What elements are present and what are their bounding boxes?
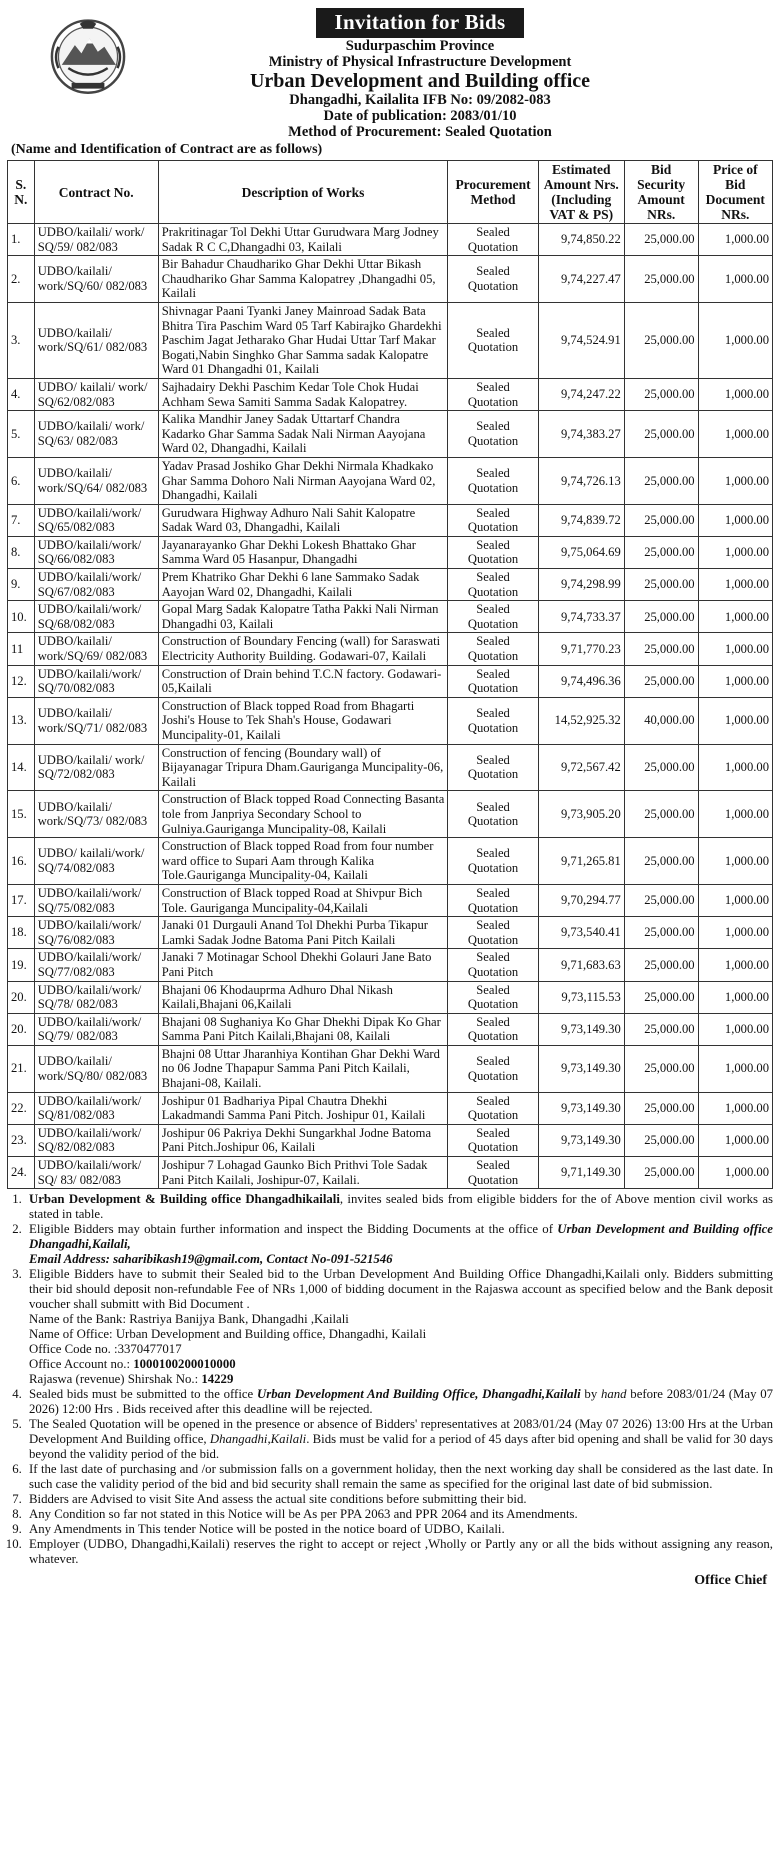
row-estimated-amount: 9,71,683.63 (538, 949, 624, 981)
row-sn: 24. (8, 1157, 35, 1189)
row-document-price: 1,000.00 (698, 569, 772, 601)
row-sn: 12. (8, 665, 35, 697)
row-description: Gopal Marg Sadak Kalopatre Tatha Pakki Nali Nirman Dhangadhi 03, Kailali (158, 601, 448, 633)
row-sn: 19. (8, 949, 35, 981)
note-3-text: Eligible Bidders have to submit their Sealed bid to the Urban Development And Building Office Dhangadhi,Kailali only. Bidders submitting their bid should deposit non-refundable Fee of NRs 1,000 of bidding document in the Rajaswa account as specified below and the Bank deposit voucher shall submitt with Bid Document . (29, 1267, 773, 1312)
row-estimated-amount: 9,71,770.23 (538, 633, 624, 665)
row-contract-no: UDBO/kailali/ work/ SQ/63/ 082/083 (34, 411, 158, 458)
row-bid-security: 25,000.00 (624, 224, 698, 256)
row-bid-security: 25,000.00 (624, 633, 698, 665)
table-row (8, 1013, 773, 1045)
row-contract-no: UDBO/kailali/work/ SQ/67/082/083 (34, 569, 158, 601)
notice-page (7, 0, 773, 1589)
row-contract-no: UDBO/ kailali/ work/ SQ/62/082/083 (34, 378, 158, 410)
row-estimated-amount: 9,71,149.30 (538, 1157, 624, 1189)
table-row (8, 224, 773, 256)
table-row (8, 378, 773, 410)
row-document-price: 1,000.00 (698, 1157, 772, 1189)
row-sn: 14. (8, 744, 35, 791)
row-method: Sealed Quotation (448, 665, 538, 697)
row-contract-no: UDBO/kailali/work/ SQ/75/082/083 (34, 884, 158, 916)
row-sn: 15. (8, 791, 35, 838)
row-document-price: 1,000.00 (698, 601, 772, 633)
table-row (8, 838, 773, 885)
row-estimated-amount: 9,73,540.41 (538, 917, 624, 949)
row-bid-security: 25,000.00 (624, 838, 698, 885)
row-description: Prem Khatriko Ghar Dekhi 6 lane Sammako Sadak Aayojan Ward 02, Dhangadhi, Kailali (158, 569, 448, 601)
row-description: Construction of Black topped Road from four number ward office to Supari Aam through Kalika Tole.Gauriganga Muncipality-04, Kailali (158, 838, 448, 885)
row-contract-no: UDBO/kailali/work/ SQ/81/082/083 (34, 1092, 158, 1124)
row-contract-no: UDBO/kailali/work/ SQ/68/082/083 (34, 601, 158, 633)
row-contract-no: UDBO/kailali/work/ SQ/77/082/083 (34, 949, 158, 981)
row-contract-no: UDBO/kailali/ work/SQ/80/ 082/083 (34, 1045, 158, 1092)
header-method: Procurement Method (448, 161, 538, 224)
row-document-price: 1,000.00 (698, 1013, 772, 1045)
row-method: Sealed Quotation (448, 1157, 538, 1189)
row-sn: 4. (8, 378, 35, 410)
row-estimated-amount: 9,74,733.37 (538, 601, 624, 633)
note-2-email: Email Address: saharibikash19@gmail.com, Contact No-091-521546 (29, 1252, 393, 1267)
header-security: Bid Security Amount NRs. (624, 161, 698, 224)
row-contract-no: UDBO/kailali/ work/ SQ/72/082/083 (34, 744, 158, 791)
table-row (8, 981, 773, 1013)
note-2-office: Urban Development and Building office Dhangadhi,Kailali, (29, 1222, 773, 1252)
row-estimated-amount: 9,73,149.30 (538, 1013, 624, 1045)
header-block (67, 38, 773, 140)
row-description: Construction of Black topped Road Connecting Basanta tole from Janpriya Secondary School to Gulniya.Gauriganga Muncipality-08, Kailali (158, 791, 448, 838)
row-contract-no: UDBO/kailali/work/ SQ/82/082/083 (34, 1124, 158, 1156)
note-2-text: Eligible Bidders may obtain further information and inspect the Bidding Documents at the office of (29, 1222, 558, 1237)
row-document-price: 1,000.00 (698, 457, 772, 504)
row-document-price: 1,000.00 (698, 411, 772, 458)
table-row (8, 569, 773, 601)
row-contract-no: UDBO/kailali/work/ SQ/76/082/083 (34, 917, 158, 949)
row-document-price: 1,000.00 (698, 744, 772, 791)
row-sn: 7. (8, 504, 35, 536)
row-method: Sealed Quotation (448, 536, 538, 568)
row-document-price: 1,000.00 (698, 838, 772, 885)
row-bid-security: 25,000.00 (624, 601, 698, 633)
row-bid-security: 25,000.00 (624, 378, 698, 410)
row-document-price: 1,000.00 (698, 791, 772, 838)
row-document-price: 1,000.00 (698, 1124, 772, 1156)
row-contract-no: UDBO/kailali/work/ SQ/70/082/083 (34, 665, 158, 697)
row-description: Joshipur 06 Pakriya Dekhi Sungarkhal Jodne Batoma Pani Pitch.Joshipur 06, Kailali (158, 1124, 448, 1156)
row-description: Shivnagar Paani Tyanki Janey Mainroad Sadak Bata Bhitra Tira Paschim Ward 05 Tarf Kabirajko Ghardekhi Paschim Jagat Jetharako Ghar Hudai Uttar Tarf Makar Bogati,Nabin Singhko Ghar Samma sadak Kalopatre Ward 01 Dhangadhi 01, Kailali (158, 302, 448, 378)
row-document-price: 1,000.00 (698, 378, 772, 410)
row-contract-no: UDBO/kailali/ work/SQ/64/ 082/083 (34, 457, 158, 504)
row-method: Sealed Quotation (448, 1013, 538, 1045)
row-bid-security: 25,000.00 (624, 504, 698, 536)
row-sn: 11 (8, 633, 35, 665)
row-bid-security: 25,000.00 (624, 256, 698, 303)
ministry-line: Ministry of Physical Infrastructure Development (268, 54, 572, 70)
office-chief-signature: Office Chief (694, 1573, 767, 1589)
row-description: Janaki 7 Motinagar School Dhekhi Golauri Jane Bato Pani Pitch (158, 949, 448, 981)
publication-date: Date of publication: 2083/01/10 (323, 108, 517, 124)
row-estimated-amount: 9,74,298.99 (538, 569, 624, 601)
row-method: Sealed Quotation (448, 256, 538, 303)
note-4-text-c: before 2083/01/24 (May 07 2026) 12:00 Hrs . Bids received after this deadline will be rejected. (29, 1387, 774, 1417)
row-estimated-amount: 9,70,294.77 (538, 884, 624, 916)
row-contract-no: UDBO/kailali/ work/SQ/69/ 082/083 (34, 633, 158, 665)
row-document-price: 1,000.00 (698, 302, 772, 378)
row-contract-no: UDBO/kailali/ work/SQ/73/ 082/083 (34, 791, 158, 838)
note-5 (25, 1417, 773, 1462)
row-contract-no: UDBO/kailali/work/ SQ/66/082/083 (34, 536, 158, 568)
row-description: Sajhadairy Dekhi Paschim Kedar Tole Chok Hudai Achham Sewa Samiti Samma Sadak Kalopatrey. (158, 378, 448, 410)
note-5-place: Dhangadhi,Kailali (209, 1432, 307, 1447)
row-sn: 3. (8, 302, 35, 378)
row-description: Construction of Boundary Fencing (wall) for Saraswati Electricity Authority Building. Godawari-07, Kailali (158, 633, 448, 665)
row-bid-security: 25,000.00 (624, 536, 698, 568)
note-6: 6. If the last date of purchasing and /or submission falls on a government holiday, then the next working day shall be considered as the last date. In such case the validity period of the bid and bid security shall remain the same as specified for the original last date of bid submission. (25, 1462, 773, 1492)
nepal-emblem-icon (47, 14, 129, 96)
row-bid-security: 25,000.00 (624, 1045, 698, 1092)
row-description: Bhajni 08 Uttar Jharanhiya Kontihan Ghar Dekhi Ward no 06 Jodne Thapapur Samma Pani Pitch Kailali, Bhajani-08, Kailali. (158, 1045, 448, 1092)
row-contract-no: UDBO/kailali/ work/SQ/61/ 082/083 (34, 302, 158, 378)
header-description: Description of Works (158, 161, 448, 224)
row-contract-no: UDBO/kailali/ work/SQ/60/ 082/083 (34, 256, 158, 303)
note-2 (25, 1222, 773, 1267)
note-3-account-line (29, 1357, 773, 1372)
notes-list (7, 1192, 773, 1567)
table-row (8, 457, 773, 504)
row-document-price: 1,000.00 (698, 981, 772, 1013)
row-estimated-amount: 9,74,839.72 (538, 504, 624, 536)
row-estimated-amount: 9,71,265.81 (538, 838, 624, 885)
row-bid-security: 25,000.00 (624, 411, 698, 458)
row-method: Sealed Quotation (448, 1124, 538, 1156)
banner-title: Invitation for Bids (316, 8, 523, 38)
table-row (8, 633, 773, 665)
row-estimated-amount: 9,75,064.69 (538, 536, 624, 568)
row-document-price: 1,000.00 (698, 1092, 772, 1124)
row-sn: 20. (8, 981, 35, 1013)
row-estimated-amount: 9,74,524.91 (538, 302, 624, 378)
row-contract-no: UDBO/kailali/work/ SQ/ 83/ 082/083 (34, 1157, 158, 1189)
row-method: Sealed Quotation (448, 633, 538, 665)
note-9: 9. Any Amendments in This tender Notice will be posted in the notice board of UDBO, Kailali. (25, 1522, 773, 1537)
row-document-price: 1,000.00 (698, 224, 772, 256)
note-3-account-label: Office Account no.: (29, 1357, 134, 1372)
header-sn: S. N. (8, 161, 35, 224)
row-estimated-amount: 9,74,247.22 (538, 378, 624, 410)
row-document-price: 1,000.00 (698, 884, 772, 916)
header-amount: Estimated Amount Nrs. (Including VAT & PS) (538, 161, 624, 224)
row-estimated-amount: 9,74,383.27 (538, 411, 624, 458)
table-row (8, 302, 773, 378)
row-estimated-amount: 9,73,115.53 (538, 981, 624, 1013)
row-description: Kalika Mandhir Janey Sadak Uttartarf Chandra Kadarko Ghar Samma Sadak Nali Nirman Aayojana Ward 02, Dhangadhi, Kailali (158, 411, 448, 458)
row-method: Sealed Quotation (448, 697, 538, 744)
row-document-price: 1,000.00 (698, 697, 772, 744)
note-3-office-name: Name of Office: Urban Development and Building office, Dhangadhi, Kailali (29, 1327, 427, 1342)
row-method: Sealed Quotation (448, 457, 538, 504)
row-document-price: 1,000.00 (698, 917, 772, 949)
table-header-row (8, 161, 773, 224)
row-estimated-amount: 9,74,850.22 (538, 224, 624, 256)
table-row (8, 917, 773, 949)
row-estimated-amount: 9,74,726.13 (538, 457, 624, 504)
procurement-method: Method of Procurement: Sealed Quotation (288, 124, 552, 140)
row-bid-security: 25,000.00 (624, 1092, 698, 1124)
row-bid-security: 25,000.00 (624, 791, 698, 838)
row-description: Construction of fencing (Boundary wall) of Bijayanagar Tripura Dham.Gauriganga Muncipality-06, Kailali (158, 744, 448, 791)
row-method: Sealed Quotation (448, 569, 538, 601)
table-row (8, 1124, 773, 1156)
row-sn: 23. (8, 1124, 35, 1156)
table-row (8, 1092, 773, 1124)
row-method: Sealed Quotation (448, 411, 538, 458)
row-document-price: 1,000.00 (698, 536, 772, 568)
row-method: Sealed Quotation (448, 601, 538, 633)
table-row (8, 536, 773, 568)
note-10: 10. Employer (UDBO, Dhangadhi,Kailali) reserves the right to accept or reject ,Wholly or Partly any or all the bids without assigning any reason, whatever. (25, 1537, 773, 1567)
note-4 (25, 1387, 773, 1417)
row-method: Sealed Quotation (448, 981, 538, 1013)
row-document-price: 1,000.00 (698, 256, 772, 303)
table-row (8, 256, 773, 303)
note-1 (25, 1192, 773, 1222)
row-document-price: 1,000.00 (698, 1045, 772, 1092)
row-contract-no: UDBO/ kailali/work/ SQ/74/082/083 (34, 838, 158, 885)
note-3 (25, 1267, 773, 1387)
row-bid-security: 25,000.00 (624, 569, 698, 601)
row-document-price: 1,000.00 (698, 949, 772, 981)
row-sn: 22. (8, 1092, 35, 1124)
row-sn: 5. (8, 411, 35, 458)
row-estimated-amount: 9,74,227.47 (538, 256, 624, 303)
row-method: Sealed Quotation (448, 949, 538, 981)
row-contract-no: UDBO/kailali/ work/SQ/71/ 082/083 (34, 697, 158, 744)
note-3-bank: Name of the Bank: Rastriya Banijya Bank, Dhangadhi ,Kailali (29, 1312, 349, 1327)
row-description: Construction of Black topped Road from Bhagarti Joshi's House to Tek Shah's House, Godawari Muncipality-01, Kailali (158, 697, 448, 744)
row-sn: 9. (8, 569, 35, 601)
row-document-price: 1,000.00 (698, 665, 772, 697)
row-estimated-amount: 9,72,567.42 (538, 744, 624, 791)
row-description: Joshipur 7 Lohagad Gaunko Bich Prithvi Tole Sadak Pani Pitch Kailali, Joshipur-07, Kailali. (158, 1157, 448, 1189)
row-bid-security: 25,000.00 (624, 665, 698, 697)
row-description: Yadav Prasad Joshiko Ghar Dekhi Nirmala Khadkako Ghar Samma Dohoro Nali Nirman Aayojana Ward 02, Dhangadhi, Kailali (158, 457, 448, 504)
header-price: Price of Bid Document NRs. (698, 161, 772, 224)
row-bid-security: 25,000.00 (624, 884, 698, 916)
row-contract-no: UDBO/kailali/ work/ SQ/59/ 082/083 (34, 224, 158, 256)
table-row (8, 949, 773, 981)
table-row (8, 665, 773, 697)
row-estimated-amount: 9,73,149.30 (538, 1045, 624, 1092)
note-8: 8. Any Condition so far not stated in this Notice will be As per PPA 2063 and PPR 2064 and its Amendments. (25, 1507, 773, 1522)
row-estimated-amount: 14,52,925.32 (538, 697, 624, 744)
row-bid-security: 25,000.00 (624, 981, 698, 1013)
note-5-text-b: . Bids must be valid for a period of 45 days after bid opening and shall be valid for 30 days beyond the validity period of the bid. (29, 1432, 774, 1462)
row-sn: 8. (8, 536, 35, 568)
note-3-account: 1000100200010000 (133, 1357, 236, 1372)
table-row (8, 1045, 773, 1092)
note-3-rajaswa: 14229 (201, 1372, 234, 1387)
row-bid-security: 25,000.00 (624, 457, 698, 504)
row-contract-no: UDBO/kailali/work/ SQ/65/082/083 (34, 504, 158, 536)
row-description: Jayanarayanko Ghar Dekhi Lokesh Bhattako Ghar Samma Ward 05 Hasanpur, Dhangadhi (158, 536, 448, 568)
row-estimated-amount: 9,73,905.20 (538, 791, 624, 838)
row-bid-security: 25,000.00 (624, 744, 698, 791)
row-method: Sealed Quotation (448, 744, 538, 791)
row-method: Sealed Quotation (448, 1045, 538, 1092)
row-description: Prakritinagar Tol Dekhi Uttar Gurudwara Marg Jodney Sadak R C C,Dhangadhi 03, Kailali (158, 224, 448, 256)
table-row (8, 884, 773, 916)
row-description: Construction of Black topped Road at Shivpur Bich Tole. Gauriganga Muncipality-04,Kailali (158, 884, 448, 916)
province-line: Sudurpaschim Province (345, 38, 495, 54)
row-estimated-amount: 9,74,496.36 (538, 665, 624, 697)
row-method: Sealed Quotation (448, 504, 538, 536)
note-3-rajaswa-label: Rajaswa (revenue) Shirshak No.: (29, 1372, 202, 1387)
row-description: Construction of Drain behind T.C.N factory. Godawari-05,Kailali (158, 665, 448, 697)
row-sn: 18. (8, 917, 35, 949)
row-bid-security: 40,000.00 (624, 697, 698, 744)
row-bid-security: 25,000.00 (624, 949, 698, 981)
row-sn: 16. (8, 838, 35, 885)
row-description: Bhajani 08 Sughaniya Ko Ghar Dhekhi Dipak Ko Ghar Samma Pani Pitch Kailali,Bhajani 08, Kailali (158, 1013, 448, 1045)
row-bid-security: 25,000.00 (624, 1157, 698, 1189)
note-1-text: , invites sealed bids from eligible bidders for the of Above mention civil works as stated in table. (29, 1192, 773, 1222)
row-contract-no: UDBO/kailali/work/ SQ/78/ 082/083 (34, 981, 158, 1013)
row-sn: 20. (8, 1013, 35, 1045)
row-method: Sealed Quotation (448, 838, 538, 885)
note-4-hand: hand (600, 1387, 627, 1402)
table-row (8, 791, 773, 838)
table-row (8, 601, 773, 633)
row-method: Sealed Quotation (448, 224, 538, 256)
row-document-price: 1,000.00 (698, 633, 772, 665)
note-4-office: Urban Development And Building Office, Dhangadhi,Kailali (256, 1387, 581, 1402)
row-method: Sealed Quotation (448, 302, 538, 378)
table-row (8, 1157, 773, 1189)
row-sn: 10. (8, 601, 35, 633)
row-bid-security: 25,000.00 (624, 917, 698, 949)
header-contract: Contract No. (34, 161, 158, 224)
ifb-line: Dhangadhi, Kailalita IFB No: 09/2082-083 (289, 92, 551, 108)
row-description: Joshipur 01 Badhariya Pipal Chautra Dhekhi Lakadmandi Samma Pani Pitch. Joshipur 01, Kailali (158, 1092, 448, 1124)
table-row (8, 411, 773, 458)
row-bid-security: 25,000.00 (624, 1124, 698, 1156)
table-row (8, 744, 773, 791)
row-sn: 6. (8, 457, 35, 504)
contract-note: (Name and Identification of Contract are as follows) (11, 142, 323, 157)
row-description: Bir Bahadur Chaudhariko Ghar Dekhi Uttar Bikash Chaudhariko Ghar Samma Kalopatrey ,Dhangadhi 05, Kailali (158, 256, 448, 303)
row-estimated-amount: 9,73,149.30 (538, 1092, 624, 1124)
office-title: Urban Development and Building office (249, 70, 591, 92)
row-sn: 2. (8, 256, 35, 303)
row-description: Janaki 01 Durgauli Anand Tol Dhekhi Purba Tikapur Lamki Sadak Jodne Batoma Pani Pitch Kailali (158, 917, 448, 949)
row-method: Sealed Quotation (448, 1092, 538, 1124)
row-description: Gurudwara Highway Adhuro Nali Sahit Kalopatre Sadak Ward 03, Dhangadhi, Kailali (158, 504, 448, 536)
note-5-text-a: The Sealed Quotation will be opened in the presence or absence of Bidders' representatives at 2083/01/24 (May 07 2026) 13:00 Hrs at the Urban Development And Building office, (29, 1417, 773, 1447)
bids-table (7, 160, 773, 1189)
row-method: Sealed Quotation (448, 884, 538, 916)
note-3-office-code: Office Code no. :3370477017 (29, 1342, 182, 1357)
row-sn: 1. (8, 224, 35, 256)
note-3-rajaswa-line (29, 1372, 773, 1387)
row-method: Sealed Quotation (448, 378, 538, 410)
note-7: 7. Bidders are Advised to visit Site And assess the actual site conditions before submitting their bid. (25, 1492, 773, 1507)
row-document-price: 1,000.00 (698, 504, 772, 536)
note-1-office: Urban Development & Building office Dhangadhikailali (29, 1192, 340, 1207)
table-body (8, 224, 773, 1189)
row-bid-security: 25,000.00 (624, 1013, 698, 1045)
row-contract-no: UDBO/kailali/work/ SQ/79/ 082/083 (34, 1013, 158, 1045)
note-4-text-a: Sealed bids must be submitted to the office (29, 1387, 257, 1402)
table-row (8, 697, 773, 744)
row-method: Sealed Quotation (448, 791, 538, 838)
row-method: Sealed Quotation (448, 917, 538, 949)
row-sn: 17. (8, 884, 35, 916)
table-row (8, 504, 773, 536)
row-estimated-amount: 9,73,149.30 (538, 1124, 624, 1156)
row-description: Bhajani 06 Khodauprma Adhuro Dhal Nikash Kailali,Bhajani 06,Kailali (158, 981, 448, 1013)
note-4-text-b: by (580, 1387, 601, 1402)
row-sn: 21. (8, 1045, 35, 1092)
row-sn: 13. (8, 697, 35, 744)
row-bid-security: 25,000.00 (624, 302, 698, 378)
